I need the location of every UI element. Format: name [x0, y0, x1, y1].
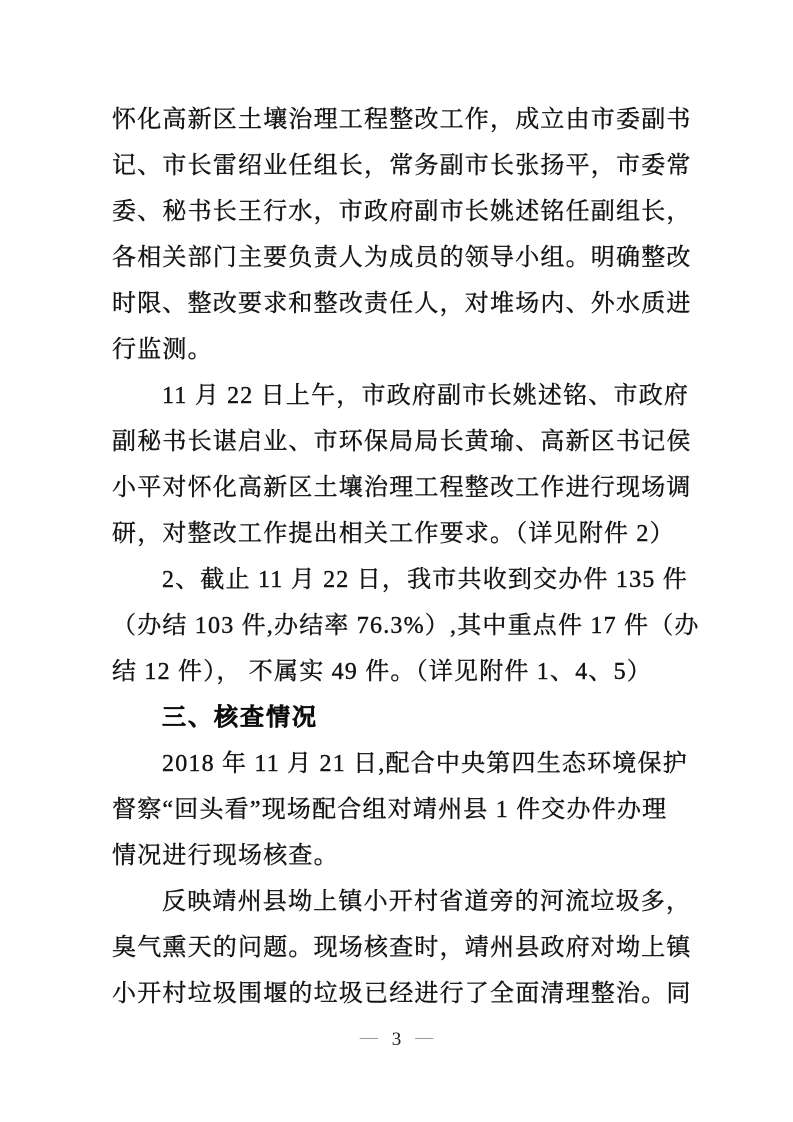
- body-line: 臭气熏天的问题。现场核查时，靖州县政府对坳上镇: [112, 935, 692, 961]
- body-line: 各相关部门主要负责人为成员的领导小组。明确整改: [112, 245, 692, 271]
- section-heading: 三、核查情况: [162, 704, 318, 731]
- body-line: 时限、整改要求和整改责任人，对堆场内、外水质进: [112, 291, 692, 317]
- body-line: 督察“回头看”现场配合组对靖州县 1 件交办件办理: [112, 797, 668, 823]
- footer-dash-right: —: [415, 1027, 434, 1047]
- body-line: 委、秘书长王行水，市政府副市长姚述铭任副组长，: [112, 199, 692, 225]
- paragraph-start: 2018 年 11 月 21 日,配合中央第四生态环境保护: [162, 751, 688, 777]
- body-line: 小开村垃圾围堰的垃圾已经进行了全面清理整治。同: [112, 981, 692, 1007]
- paragraph-start: 反映靖州县坳上镇小开村省道旁的河流垃圾多，: [162, 889, 692, 915]
- paragraph-start: 11 月 22 日上午，市政府副市长姚述铭、市政府: [162, 383, 690, 409]
- paragraph-start: 2、截止 11 月 22 日，我市共收到交办件 135 件: [162, 567, 688, 593]
- body-line: 研，对整改工作提出相关工作要求。（详见附件 2）: [112, 521, 675, 547]
- body-line: 小平对怀化高新区土壤治理工程整改工作进行现场调: [112, 475, 692, 501]
- body-line: 行监测。: [112, 337, 213, 363]
- body-line: 怀化高新区土壤治理工程整改工作，成立由市委副书: [112, 107, 692, 133]
- body-line: （办结 103 件,办结率 76.3%）,其中重点件 17 件（办: [112, 613, 700, 639]
- footer-dash-left: —: [359, 1027, 378, 1047]
- page-footer: [0, 1026, 793, 1053]
- document-body: [112, 97, 700, 1017]
- body-line: 副秘书长谌启业、市环保局局长黄瑜、高新区书记侯: [112, 429, 692, 455]
- page-number: 3: [391, 1029, 402, 1050]
- body-line: 情况进行现场核查。: [112, 843, 339, 869]
- body-line: 记、市长雷绍业任组长，常务副市长张扬平，市委常: [112, 153, 692, 179]
- body-line: 结 12 件）， 不属实 49 件。（详见附件 1、4、5）: [112, 659, 652, 685]
